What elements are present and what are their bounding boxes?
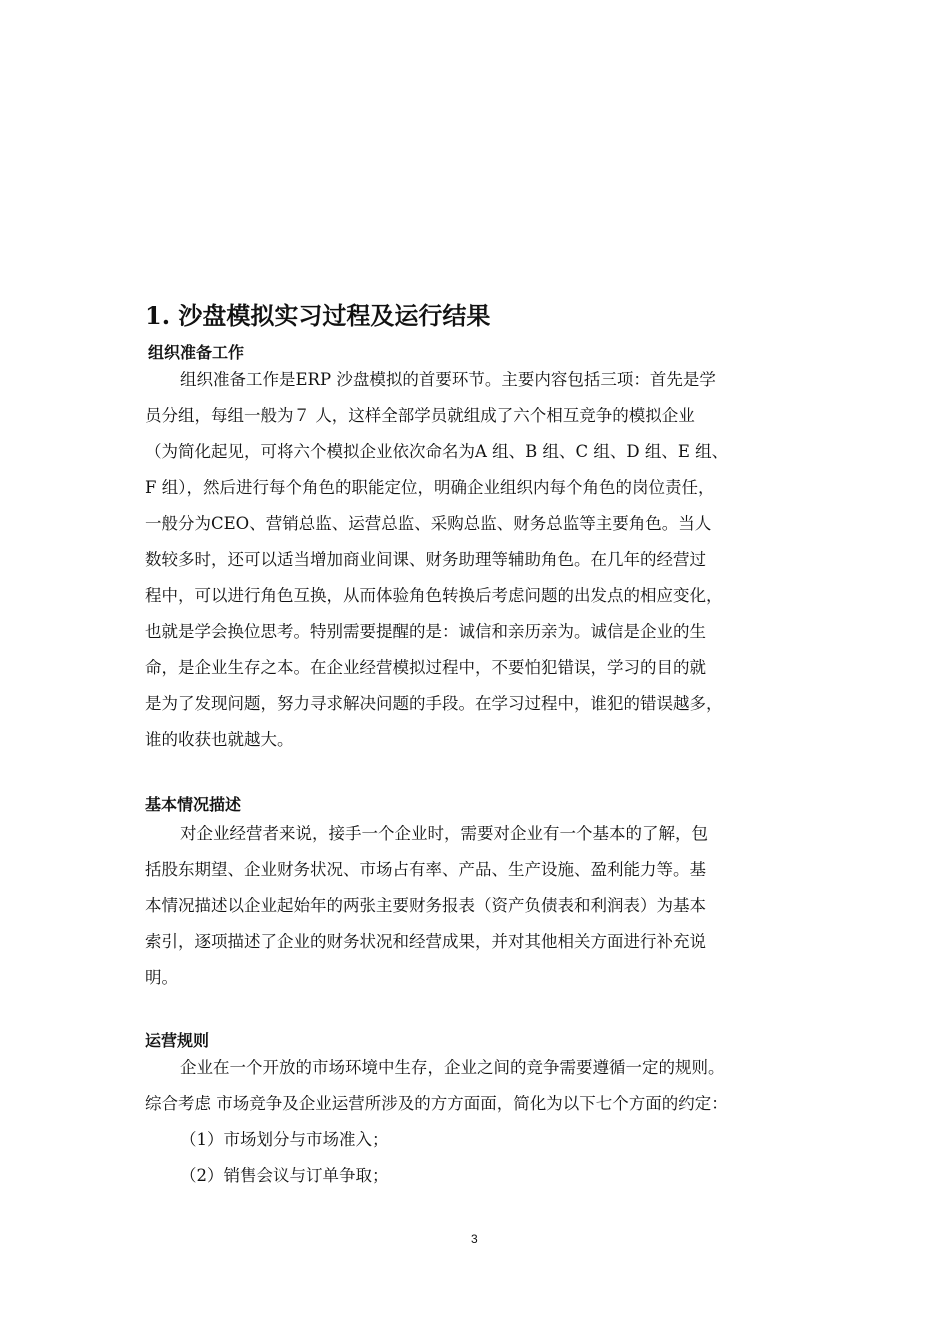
paragraph-line: 本情况描述以企业起始年的两张主要财务报表（资产负债表和利润表）为基本 <box>145 896 706 915</box>
paragraph-line: 命，是企业生存之本。在企业经营模拟过程中，不要怕犯错误，学习的目的就 <box>145 658 706 677</box>
page-title: 1. 沙盘模拟实习过程及运行结果 <box>145 301 491 330</box>
paragraph-line: 对企业经营者来说，接手一个企业时，需要对企业有一个基本的了解，包 <box>180 824 708 843</box>
paragraph-line: 程中，可以进行角色互换，从而体验角色转换后考虑问题的出发点的相应变化， <box>145 586 723 605</box>
paragraph-line: 员分组，每组一般为７ 人，这样全部学员就组成了六个相互竞争的模拟企业 <box>145 406 695 425</box>
section-heading-operating-rules: 运营规则 <box>145 1031 210 1050</box>
paragraph-line: 是为了发现问题，努力寻求解决问题的手段。在学习过程中，谁犯的错误越多， <box>145 694 723 713</box>
paragraph-line: 一般分为CEO、营销总监、运营总监、采购总监、财务总监等主要角色。当人 <box>145 514 712 533</box>
paragraph-line: 括股东期望、企业财务状况、市场占有率、产品、生产设施、盈利能力等。基 <box>145 860 706 879</box>
paragraph-line: （为简化起见，可将六个模拟企业依次命名为A 组、B 组、C 组、D 组、E 组、 <box>145 442 729 461</box>
paragraph-line: 综合考虑 市场竞争及企业运营所涉及的方方面面，简化为以下七个方面的约定： <box>145 1094 728 1113</box>
paragraph-line: 企业在一个开放的市场环境中生存，企业之间的竞争需要遵循一定的规则。 <box>180 1058 725 1077</box>
section-heading-organization: 组织准备工作 <box>148 343 245 362</box>
paragraph-line: 谁的收获也就越大。 <box>145 730 294 749</box>
paragraph-line: 也就是学会换位思考。特别需要提醒的是：诚信和亲历亲为。诚信是企业的生 <box>145 622 706 641</box>
paragraph-line: 索引，逐项描述了企业的财务状况和经营成果，并对其他相关方面进行补充说 <box>145 932 706 951</box>
paragraph-line: 数较多时，还可以适当增加商业间课、财务助理等辅助角色。在几年的经营过 <box>145 550 706 569</box>
paragraph-line: F 组），然后进行每个角色的职能定位，明确企业组织内每个角色的岗位责任， <box>145 478 715 497</box>
paragraph-line: 明。 <box>145 968 178 987</box>
section-heading-basic-situation: 基本情况描述 <box>145 795 242 814</box>
page-number: 3 <box>471 1232 478 1246</box>
list-item: （1）市场划分与市场准入； <box>180 1130 389 1149</box>
list-item: （2）销售会议与订单争取； <box>180 1166 389 1185</box>
paragraph-line: 组织准备工作是ERP 沙盘模拟的首要环节。主要内容包括三项：首先是学 <box>180 370 716 389</box>
